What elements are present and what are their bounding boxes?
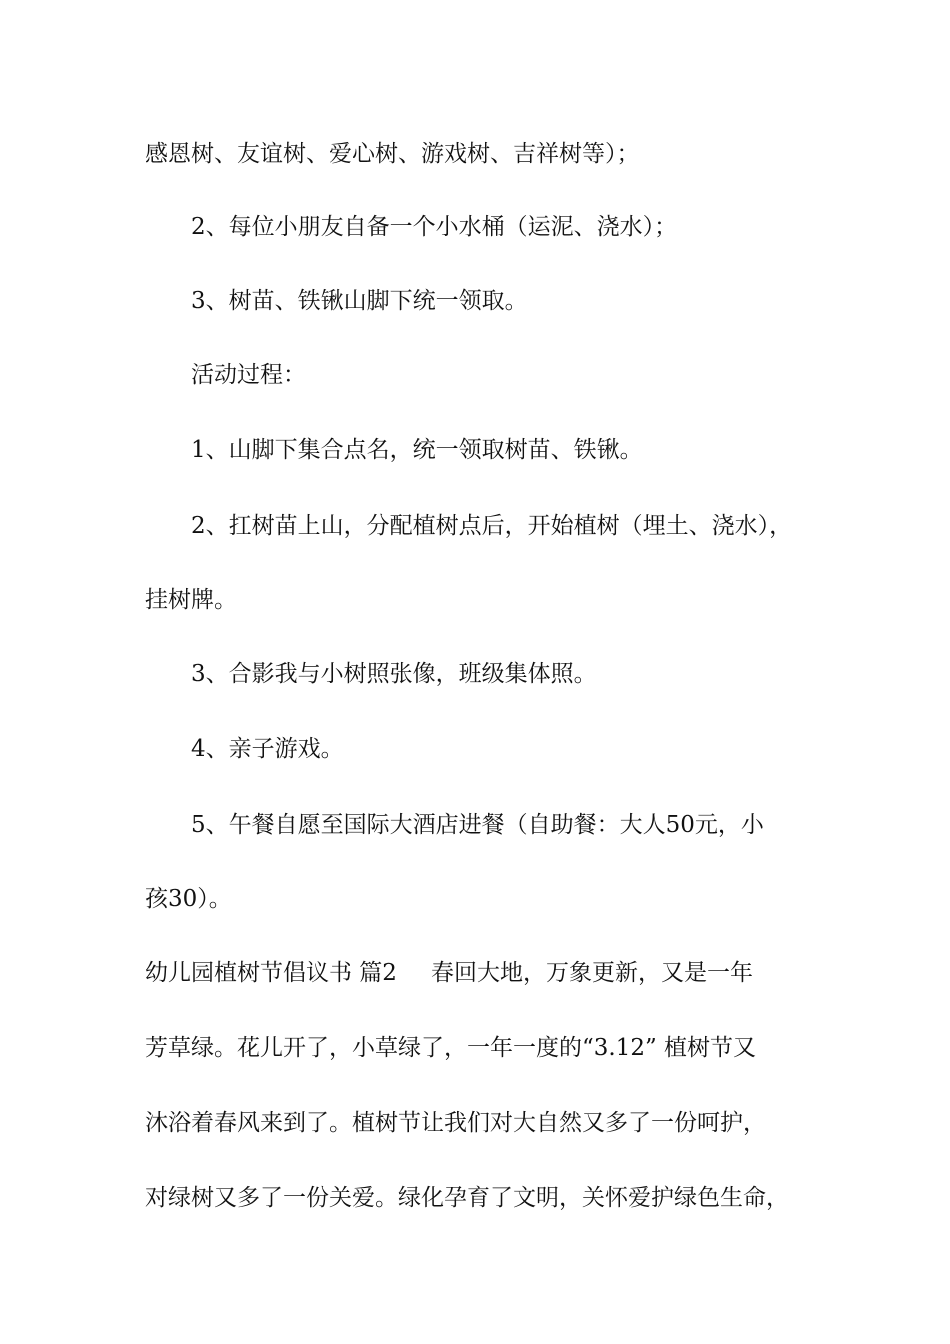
text-line: 挂树牌。 xyxy=(145,587,237,613)
text-line: 3、树苗、铁锹山脚下统一领取。 xyxy=(191,288,528,314)
text-line: 5、午餐自愿至国际大酒店进餐（自助餐：大人50元，小 xyxy=(191,812,764,838)
text-line: 芳草绿。花儿开了，小草绿了，一年一度的“3.12” 植树节又 xyxy=(145,1035,757,1061)
article-title: 幼儿园植树节倡议书 篇2 xyxy=(145,960,397,986)
text-line: 4、亲子游戏。 xyxy=(191,736,344,762)
article-heading-line xyxy=(145,958,845,988)
text-line: 沐浴着春风来到了。植树节让我们对大自然又多了一份呵护， xyxy=(145,1110,766,1136)
text-line: 春回大地，万象更新，又是一年 xyxy=(430,960,753,986)
text-line: 2、扛树苗上山，分配植树点后，开始植树（埋土、浇水）， xyxy=(191,513,793,539)
text-line: 2、每位小朋友自备一个小水桶（运泥、浇水）； xyxy=(191,214,678,240)
text-line: 感恩树、友谊树、爱心树、游戏树、吉祥树等）； xyxy=(145,141,640,167)
text-line: 1、山脚下集合点名，统一领取树苗、铁锹。 xyxy=(191,437,643,463)
section-heading: 活动过程： xyxy=(191,362,306,388)
text-line: 孩30）。 xyxy=(145,886,232,912)
text-line: 3、合影我与小树照张像，班级集体照。 xyxy=(191,661,597,687)
text-line: 对绿树又多了一份关爱。绿化孕育了文明，关怀爱护绿色生命， xyxy=(145,1185,789,1211)
